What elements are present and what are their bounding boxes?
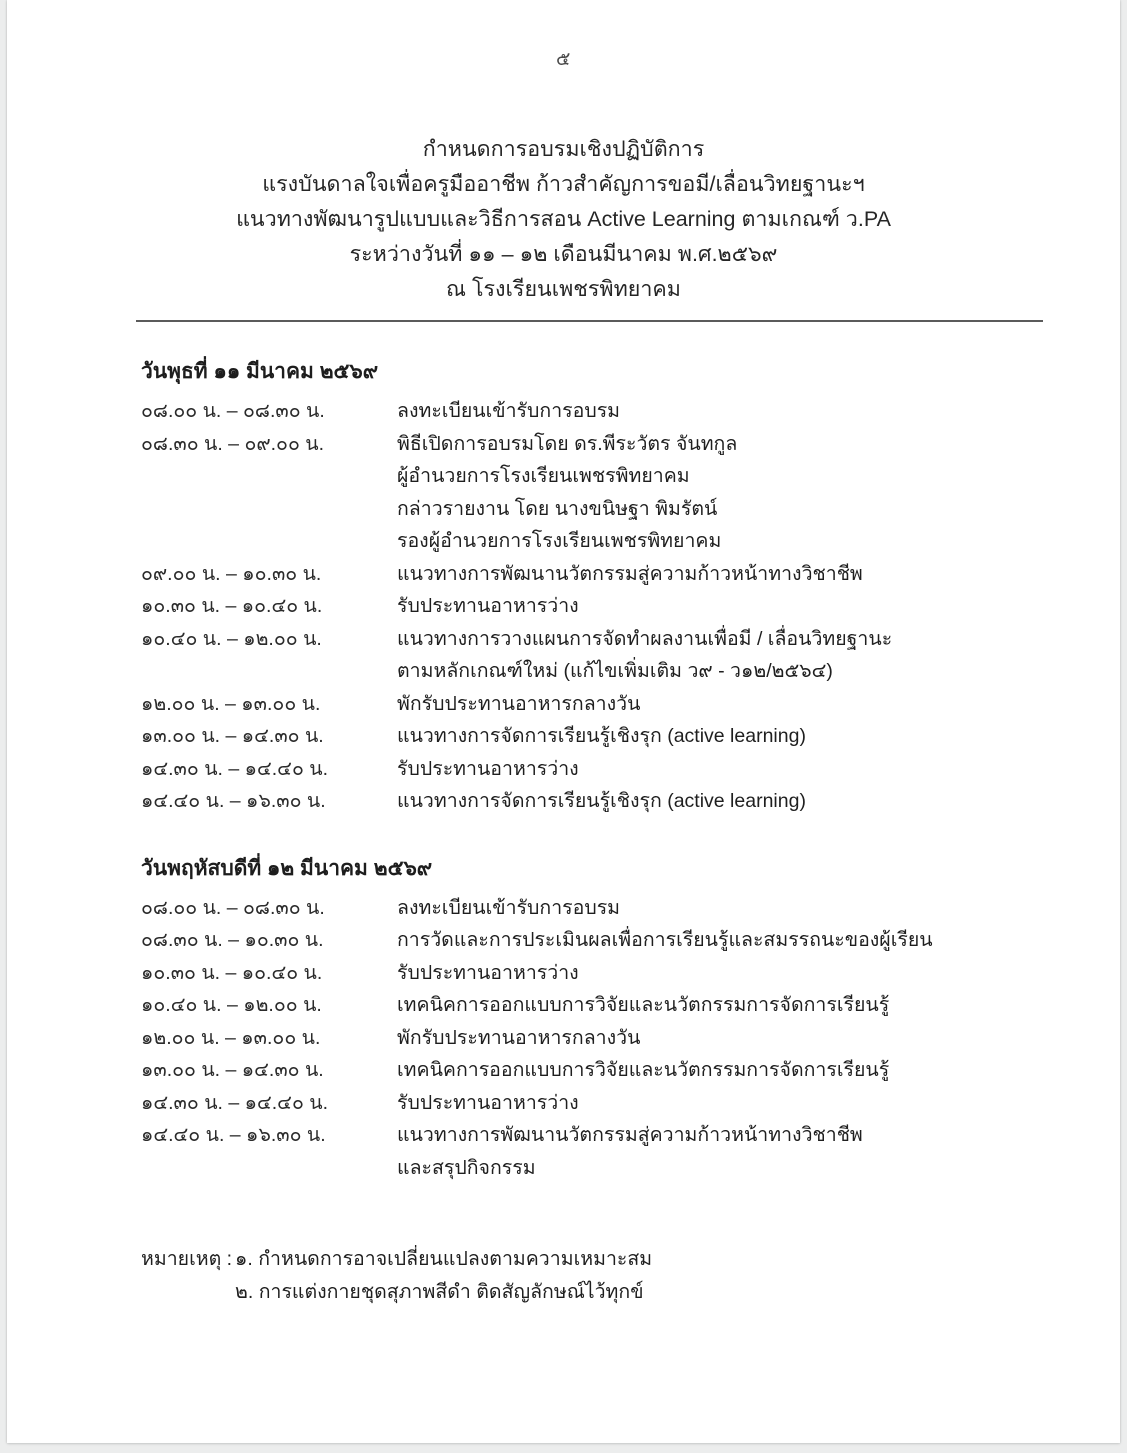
schedule-row-time: ๑๓.๐๐ น. – ๑๔.๓๐ น. — [141, 1059, 324, 1081]
schedule-row-description: การวัดและการประเมินผลเพื่อการเรียนรู้และสมรรถนะของผู้เรียน — [397, 929, 933, 951]
schedule-row-time: ๑๔.๔๐ น. – ๑๖.๓๐ น. — [141, 790, 326, 812]
schedule-row-time: ๑๐.๔๐ น. – ๑๒.๐๐ น. — [141, 994, 322, 1016]
schedule-row — [7, 924, 1120, 956]
schedule-row — [7, 688, 1120, 720]
schedule-row-time: ๑๐.๓๐ น. – ๑๐.๔๐ น. — [141, 595, 323, 617]
schedule-row-time: ๑๒.๐๐ น. – ๑๓.๐๐ น. — [141, 1026, 321, 1049]
schedule-row — [7, 1022, 1120, 1054]
schedule-row — [7, 1152, 1120, 1184]
schedule-row — [7, 493, 1120, 525]
schedule-row-description: เทคนิคการออกแบบการวิจัยและนวัตกรรมการจัดการเรียนรู้ — [397, 994, 890, 1016]
schedule-row-description-cont: และสรุปกิจกรรม — [397, 1156, 536, 1179]
schedule-row-time: ๐๘.๓๐ น. – ๑๐.๓๐ น. — [141, 929, 324, 951]
schedule-row-time: ๑๓.๐๐ น. – ๑๔.๓๐ น. — [141, 725, 324, 747]
note-item-1: ๑. กำหนดการอาจเปลี่ยนแปลงตามความเหมาะสม — [235, 1248, 653, 1270]
schedule-row — [7, 892, 1120, 924]
schedule-row — [7, 525, 1120, 557]
schedule-row-description: พักรับประทานอาหารกลางวัน — [397, 1026, 641, 1049]
schedule-row-time: ๑๐.๓๐ น. – ๑๐.๔๐ น. — [141, 961, 323, 984]
schedule-row — [7, 590, 1120, 622]
schedule-row-time: ๑๔.๓๐ น. – ๑๔.๔๐ น. — [141, 1091, 329, 1114]
header-line-4: ระหว่างวันที่ ๑๑ – ๑๒ เดือนมีนาคม พ.ศ.๒๕๖๙ — [349, 242, 778, 266]
schedule-row-time: ๑๔.๓๐ น. – ๑๔.๔๐ น. — [141, 757, 329, 780]
day-heading-1: วันพุธที่ ๑๑ มีนาคม ๒๕๖๙ — [141, 360, 379, 383]
note-item-2: ๒. การแต่งกายชุดสุภาพสีดำ ติดสัญลักษณ์ไว้ทุกข์ — [235, 1281, 644, 1303]
schedule-row-description: เทคนิคการออกแบบการวิจัยและนวัตกรรมการจัดการเรียนรู้ — [397, 1059, 890, 1081]
schedule-row — [7, 395, 1120, 427]
schedule-row — [7, 989, 1120, 1021]
schedule-row-description-cont: ตามหลักเกณฑ์ใหม่ (แก้ไขเพิ่มเติม ว๙ - ว๑๒/๒๕๖๔) — [397, 660, 833, 682]
header-line-2: แรงบันดาลใจเพื่อครูมืออาชีพ ก้าวสำคัญการขอมี/เลื่อนวิทยฐานะฯ — [262, 172, 865, 196]
day-heading-2: วันพฤหัสบดีที่ ๑๒ มีนาคม ๒๕๖๙ — [141, 856, 433, 880]
schedule-row-description: แนวทางการพัฒนานวัตกรรมสู่ความก้าวหน้าทางวิชาชีพ — [397, 1124, 863, 1146]
header-line-1: กำหนดการอบรมเชิงปฏิบัติการ — [422, 137, 705, 161]
schedule-row — [7, 623, 1120, 655]
schedule-row-time: ๐๘.๐๐ น. – ๐๘.๓๐ น. — [141, 896, 325, 919]
schedule-row-time: ๑๐.๔๐ น. – ๑๒.๐๐ น. — [141, 627, 322, 650]
document-header — [7, 132, 1120, 307]
page-number: ๕ — [556, 49, 571, 70]
schedule-row-description-cont: กล่าวรายงาน โดย นางขนิษฐา พิมรัตน์ — [397, 497, 718, 520]
schedule-row-description: รับประทานอาหารว่าง — [397, 757, 579, 780]
schedule-row — [7, 753, 1120, 785]
schedule-row-description: แนวทางการจัดการเรียนรู้เชิงรุก (active learning) — [397, 725, 806, 747]
schedule-row-description: แนวทางการจัดการเรียนรู้เชิงรุก (active learning) — [397, 790, 806, 812]
schedule-row-time: ๐๘.๓๐ น. – ๐๙.๐๐ น. — [141, 432, 325, 455]
schedule-row-description-cont: รองผู้อำนวยการโรงเรียนเพชรพิทยาคม — [397, 530, 722, 552]
schedule-row-time: ๐๘.๐๐ น. – ๐๘.๓๐ น. — [141, 400, 325, 422]
schedule-row — [7, 957, 1120, 989]
schedule-row-description-cont: ผู้อำนวยการโรงเรียนเพชรพิทยาคม — [397, 465, 690, 487]
schedule-row-description: ลงทะเบียนเข้ารับการอบรม — [397, 896, 621, 919]
header-line-3: แนวทางพัฒนารูปแบบและวิธีการสอน Active Learning ตามเกณฑ์ ว.PA — [236, 207, 891, 231]
schedule-row-description: แนวทางการพัฒนานวัตกรรมสู่ความก้าวหน้าทางวิชาชีพ — [397, 562, 863, 585]
schedule-row — [7, 785, 1120, 817]
schedule-row — [7, 1054, 1120, 1086]
schedule-row — [7, 1087, 1120, 1119]
header-line-5: ณ โรงเรียนเพชรพิทยาคม — [446, 277, 681, 301]
schedule-row-description: รับประทานอาหารว่าง — [397, 595, 579, 617]
header-divider — [136, 320, 1043, 322]
schedule-row — [7, 428, 1120, 460]
schedule-row-description: พักรับประทานอาหารกลางวัน — [397, 692, 641, 715]
schedule-row-description: แนวทางการวางแผนการจัดทำผลงานเพื่อมี / เลื่อนวิทยฐานะ — [397, 627, 893, 650]
schedule-row-description: รับประทานอาหารว่าง — [397, 961, 579, 984]
schedule-row-description: พิธีเปิดการอบรมโดย ดร.พีระวัตร จันทกูล — [397, 432, 738, 455]
document-page — [7, 0, 1120, 1443]
schedule-row-time: ๑๒.๐๐ น. – ๑๓.๐๐ น. — [141, 692, 321, 715]
schedule-row — [7, 558, 1120, 590]
schedule-row-time: ๑๔.๔๐ น. – ๑๖.๓๐ น. — [141, 1124, 326, 1146]
schedule-row — [7, 460, 1120, 492]
notes-label: หมายเหตุ : — [141, 1248, 233, 1270]
schedule-row — [7, 720, 1120, 752]
schedule-row — [7, 655, 1120, 687]
schedule-row-description: รับประทานอาหารว่าง — [397, 1091, 579, 1114]
schedule-row-time: ๐๙.๐๐ น. – ๑๐.๓๐ น. — [141, 562, 322, 585]
schedule-row — [7, 1119, 1120, 1151]
schedule-row-description: ลงทะเบียนเข้ารับการอบรม — [397, 400, 621, 422]
